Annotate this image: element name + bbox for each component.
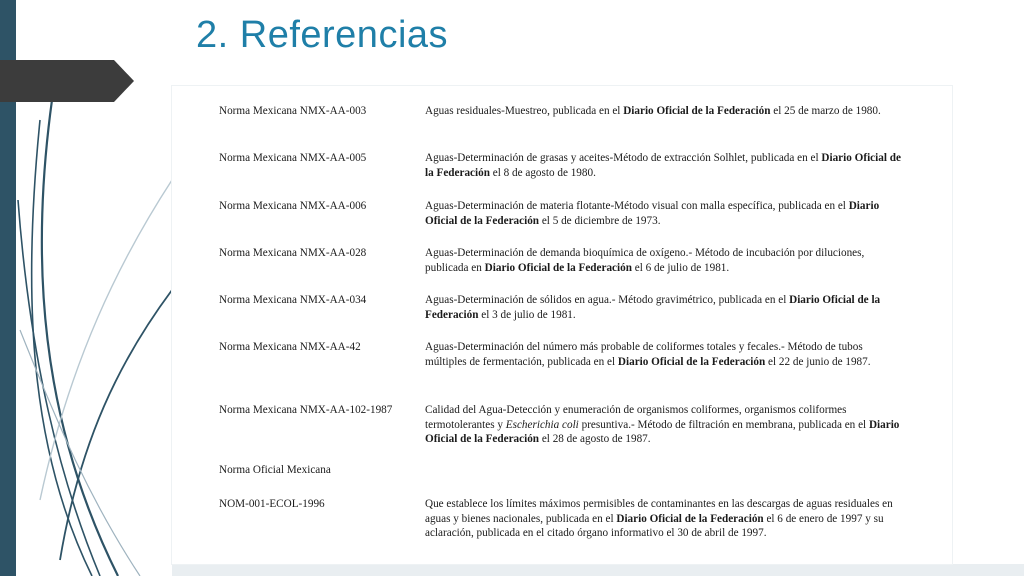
bottom-strip [172,564,1024,576]
right-margin [952,86,1024,564]
description-text: el 6 de julio de 1981. [631,261,730,274]
publication-name: Diario Oficial de la Federación [425,152,901,179]
reference-description [425,246,901,275]
description-text: el 5 de diciembre de 1973. [539,214,661,227]
reference-label: Norma Mexicana NMX-AA-028 [219,247,367,259]
description-text: Aguas-Determinación del número más probable de coliformes totales y fecales.- Método de tubos múltiples de fermentación, publicada en el [425,341,863,368]
reference-label: Norma Mexicana NMX-AA-102-1987 [219,404,393,416]
description-text: el 25 de marzo de 1980. [770,105,881,117]
description-text: Aguas residuales-Muestreo, publicada en el [425,105,624,117]
description-text: Aguas-Determinación de sólidos en agua.- Método gravimétrico, publicada en el [425,294,790,306]
reference-description [425,293,901,322]
reference-label: Norma Mexicana NMX-AA-42 [219,341,361,353]
arrow-tab-shape [0,60,134,102]
reference-description [425,199,901,228]
description-text: Calidad del Agua-Detección y enumeración de organismos coliformes, organismos coliformes termotolerantes y [425,404,847,431]
description-text: Aguas-Determinación de grasas y aceites-Método de extracción Solhlet, publicada en el [425,152,822,164]
reference-description [425,151,901,180]
publication-name: Diario Oficial de la Federación [616,512,764,525]
description-text: presuntiva.- Método de filtración en membrana, publicada en el [578,418,869,431]
publication-name: Diario Oficial de la Federación [425,418,900,446]
description-text: Aguas-Determinación de materia flotante-Método visual con malla específica, publicada en el [425,200,849,212]
description-text: el 3 de julio de 1981. [478,308,576,321]
description-text: el 8 de agosto de 1980. [489,166,596,179]
species-name: Escherichia coli [505,418,579,431]
reference-description [425,104,901,119]
reference-description [425,403,901,447]
reference-description [425,340,901,369]
reference-label: Norma Mexicana NMX-AA-005 [219,152,367,164]
description-text: Aguas-Determinación de demanda bioquímica de oxígeno.- Método de incubación por diluciones, publicada en [425,247,865,274]
description-text: el 28 de agosto de 1987. [539,433,651,446]
slide-title: 2. Referencias [196,14,449,56]
reference-description [425,497,901,541]
references-document [172,86,952,564]
publication-name: Diario Oficial de la Federación [617,355,766,368]
reference-label: Norma Mexicana NMX-AA-034 [219,294,367,306]
publication-name: Diario Oficial de la Federación [425,200,880,227]
description-text: el 6 de enero de 1997 y su aclaración, publicada en el citado órgano informativo el 30 de abril de 1997. [425,512,884,540]
reference-label: NOM-001-ECOL-1996 [219,498,325,510]
description-text: el 22 de junio de 1987. [765,355,871,368]
description-text: Que establece los límites máximos permisibles de contaminantes en las descargas de aguas residuales en aguas y bienes nacionales, publicada en el [425,498,893,525]
reference-label: Norma Mexicana NMX-AA-006 [219,200,367,212]
reference-label: Norma Oficial Mexicana [219,464,331,476]
publication-name: Diario Oficial de la Federación [425,294,881,321]
publication-name: Diario Oficial de la Federación [623,105,771,117]
reference-label: Norma Mexicana NMX-AA-003 [219,105,367,117]
publication-name: Diario Oficial de la Federación [484,261,632,274]
